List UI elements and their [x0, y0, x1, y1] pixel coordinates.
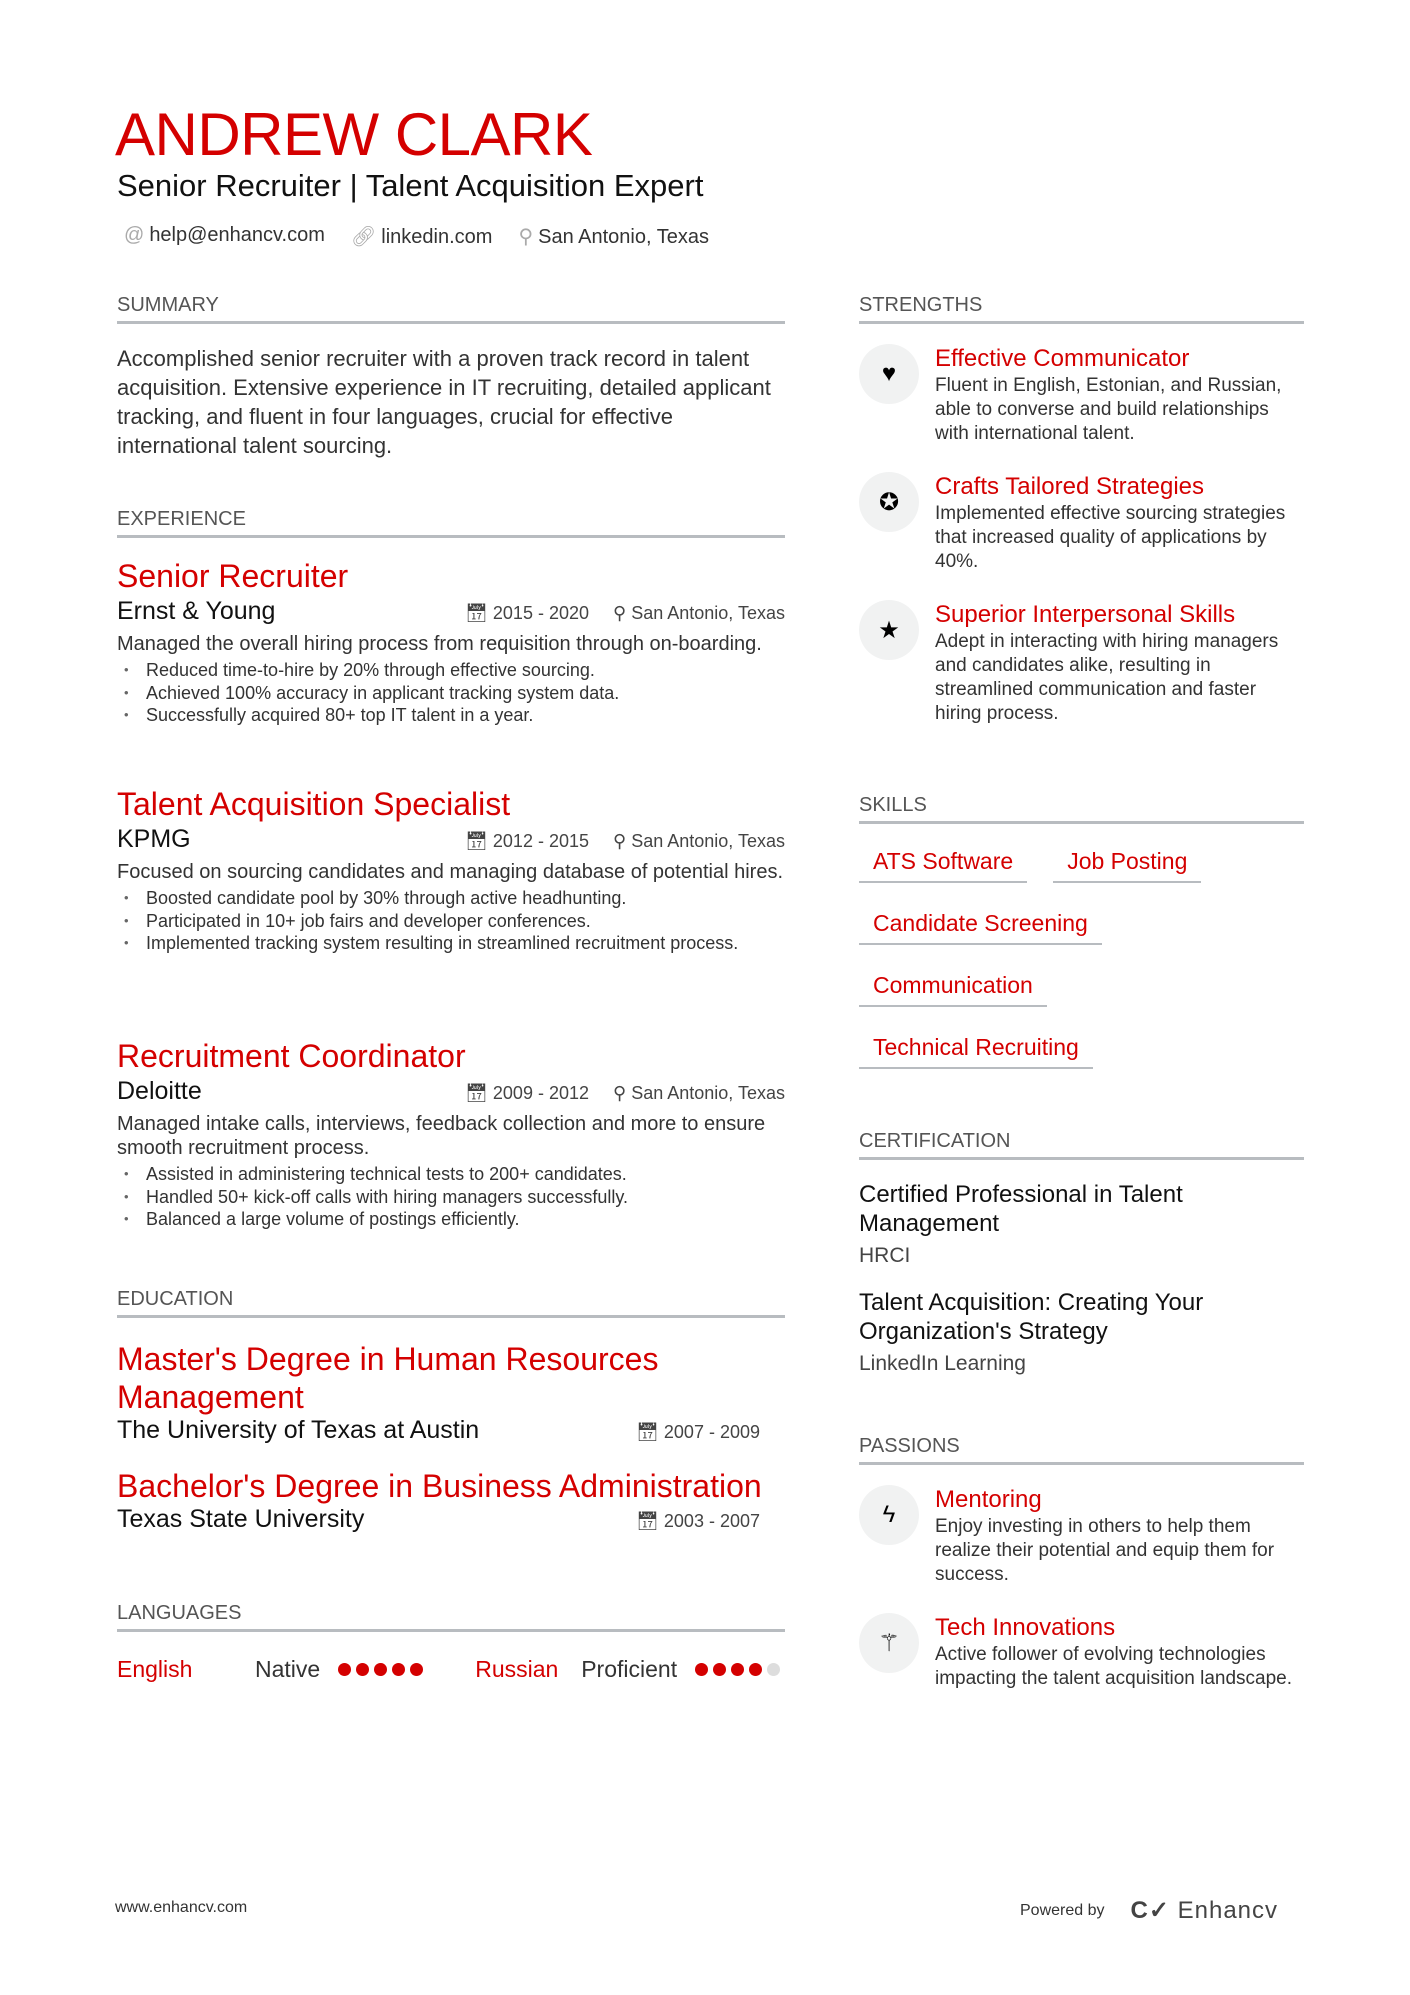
passions-item	[859, 1485, 1304, 1587]
bullet: • Reduced time-to-hire by 20% through effective sourcing.	[117, 659, 785, 682]
item-text: Implemented effective sourcing strategies that increased quality of applications by 40%.	[935, 503, 1286, 572]
section-heading: LANGUAGES	[117, 1602, 785, 1632]
item-text: Adept in interacting with hiring managers and candidates alike, resulting in streamlined communication and faster hiring process.	[935, 631, 1279, 724]
cert-issuer: HRCI	[859, 1244, 911, 1267]
language-rating	[695, 1663, 780, 1676]
languages-section	[117, 1602, 785, 1683]
star-icon: ★	[859, 600, 919, 660]
job-location: San Antonio, Texas	[631, 831, 785, 851]
company: Ernst & Young	[117, 597, 276, 625]
location-pin-icon: ⚲	[613, 603, 627, 623]
section-heading: STRENGTHS	[859, 294, 1304, 324]
school: The University of Texas at Austin	[117, 1416, 480, 1444]
job-title: Senior Recruiter	[117, 558, 349, 594]
job-title: Talent Acquisition Specialist	[117, 786, 511, 822]
bullet: • Assisted in administering technical tests to 200+ candidates.	[117, 1163, 785, 1186]
candidate-name: ANDREW CLARK	[115, 101, 593, 168]
degree: Master's Degree in Human Resources Management	[117, 1341, 659, 1415]
certification-section	[859, 1130, 1304, 1376]
cert-name: Talent Acquisition: Creating Your Organization's Strategy	[859, 1289, 1204, 1345]
job-dates: 2012 - 2015	[492, 831, 589, 851]
section-heading: SKILLS	[859, 794, 1304, 824]
award-icon: ✪	[859, 472, 919, 532]
cert-issuer: LinkedIn Learning	[859, 1352, 1026, 1375]
footer-website[interactable]: www.enhancv.com	[115, 1899, 248, 1916]
item-title: Crafts Tailored Strategies	[935, 473, 1205, 500]
job-entry	[117, 1038, 785, 1231]
strengths-item	[859, 600, 1304, 726]
section-heading: EDUCATION	[117, 1288, 785, 1318]
job-location: San Antonio, Texas	[631, 603, 785, 623]
bolt-icon: ϟ	[859, 1485, 919, 1545]
job-dates: 2015 - 2020	[492, 603, 589, 623]
strengths-item	[859, 344, 1304, 446]
enhancv-logo-icon: C✓	[1130, 1897, 1178, 1924]
job-location: San Antonio, Texas	[631, 1083, 785, 1103]
item-text: Fluent in English, Estonian, and Russian, able to converse and build relationships with international talent.	[935, 375, 1282, 444]
email[interactable]: @ help@enhancv.com	[124, 224, 325, 246]
rating-dot	[713, 1663, 726, 1676]
rating-dot	[749, 1663, 762, 1676]
item-title: Superior Interpersonal Skills	[935, 601, 1236, 628]
certification-entry	[859, 1288, 1304, 1376]
linkedin[interactable]: 🔗︎ linkedin.com	[350, 226, 493, 248]
rating-dot	[374, 1663, 387, 1676]
contact-info	[124, 224, 709, 249]
location-pin-icon: ⚲	[613, 831, 627, 851]
bullet: • Implemented tracking system resulting in streamlined recruitment process.	[117, 932, 785, 955]
item-text: Active follower of evolving technologies impacting the talent acquisition landscape.	[935, 1644, 1293, 1689]
powered-by-label: Powered by	[1020, 1901, 1105, 1919]
company: Deloitte	[117, 1077, 202, 1105]
degree: Bachelor's Degree in Business Administration	[117, 1468, 762, 1504]
section-heading: SUMMARY	[117, 294, 785, 324]
cert-name: Certified Professional in Talent Management	[859, 1181, 1183, 1237]
bullet: • Balanced a large volume of postings efficiently.	[117, 1208, 785, 1231]
section-heading: CERTIFICATION	[859, 1130, 1304, 1160]
passions-section	[859, 1435, 1304, 1691]
heart-icon: ♥	[859, 344, 919, 404]
language-name: Russian	[475, 1656, 559, 1682]
item-title: Mentoring	[935, 1486, 1042, 1513]
location-pin-icon: ⚲	[613, 1083, 627, 1103]
education-section	[117, 1288, 785, 1534]
job-description: Managed intake calls, interviews, feedback collection and more to ensure smooth recruitment process.	[117, 1113, 766, 1159]
rating-dot	[338, 1663, 351, 1676]
brand-name: Enhancv	[1177, 1897, 1279, 1924]
item-text: Enjoy investing in others to help them realize their potential and equip them for success.	[935, 1516, 1275, 1585]
location-pin-icon: ⚲	[518, 226, 534, 248]
job-dates: 2009 - 2012	[492, 1083, 589, 1103]
rating-dot	[695, 1663, 708, 1676]
company: KPMG	[117, 825, 191, 853]
language-rating	[338, 1663, 423, 1676]
bullet: • Boosted candidate pool by 30% through active headhunting.	[117, 887, 785, 910]
rating-dot	[767, 1663, 780, 1676]
candidate-title: Senior Recruiter | Talent Acquisition Expert	[117, 168, 704, 203]
section-heading: EXPERIENCE	[117, 508, 785, 538]
at-icon: @	[124, 224, 145, 246]
rating-dot	[392, 1663, 405, 1676]
skills-section	[859, 794, 1304, 1086]
bullet: • Achieved 100% accuracy in applicant tracking system data.	[117, 682, 785, 705]
job-entry	[117, 786, 785, 955]
dates: 2007 - 2009	[663, 1422, 760, 1442]
summary-section	[117, 294, 785, 460]
rating-dot	[356, 1663, 369, 1676]
skill-tag: Job Posting	[1053, 838, 1201, 883]
link-icon: 🔗︎	[350, 226, 377, 248]
section-heading: PASSIONS	[859, 1435, 1304, 1465]
calendar-icon: 📅︎	[465, 831, 488, 851]
dates: 2003 - 2007	[663, 1511, 760, 1531]
bullet: • Successfully acquired 80+ top IT talent in a year.	[117, 704, 785, 727]
job-description: Focused on sourcing candidates and managing database of potential hires.	[117, 861, 784, 883]
job-description: Managed the overall hiring process from requisition through on-boarding.	[117, 633, 762, 655]
bullet: • Handled 50+ kick-off calls with hiring managers successfully.	[117, 1186, 785, 1209]
language-list	[117, 1656, 785, 1683]
skill-tag: Candidate Screening	[859, 900, 1102, 945]
strengths-item	[859, 472, 1304, 574]
summary-text: Accomplished senior recruiter with a proven track record in talent acquisition. Extensive experience in IT recruiting, detailed applicant tracking, and fluent in four languages, crucial for effective international talent sourcing.	[117, 346, 771, 458]
calendar-icon: 📅︎	[465, 1083, 488, 1103]
skill-tag: Technical Recruiting	[859, 1024, 1093, 1069]
experience-heading-block	[117, 508, 785, 538]
job-entry	[117, 558, 785, 727]
education-entry	[117, 1467, 785, 1534]
language-name: English	[117, 1656, 193, 1682]
school: Texas State University	[117, 1505, 365, 1533]
strengths-section	[859, 294, 1304, 726]
education-entry	[117, 1340, 785, 1445]
skill-tag: ATS Software	[859, 838, 1027, 883]
passions-item	[859, 1613, 1304, 1691]
location: ⚲ San Antonio, Texas	[518, 226, 709, 248]
footer-brand	[1020, 1896, 1278, 1925]
calendar-icon: 📅︎	[465, 603, 488, 623]
item-title: Effective Communicator	[935, 345, 1190, 372]
skill-tag: Communication	[859, 962, 1047, 1007]
calendar-icon: 📅︎	[636, 1422, 664, 1442]
calendar-icon: 📅︎	[636, 1511, 664, 1531]
language-level: Native	[255, 1656, 321, 1682]
rating-dot	[410, 1663, 423, 1676]
rating-dot	[731, 1663, 744, 1676]
magic-wand-icon: ⚚	[859, 1613, 919, 1673]
job-title: Recruitment Coordinator	[117, 1038, 466, 1074]
bullet: • Participated in 10+ job fairs and developer conferences.	[117, 910, 785, 933]
language-level: Proficient	[581, 1656, 678, 1682]
item-title: Tech Innovations	[935, 1614, 1116, 1641]
certification-entry	[859, 1180, 1304, 1268]
